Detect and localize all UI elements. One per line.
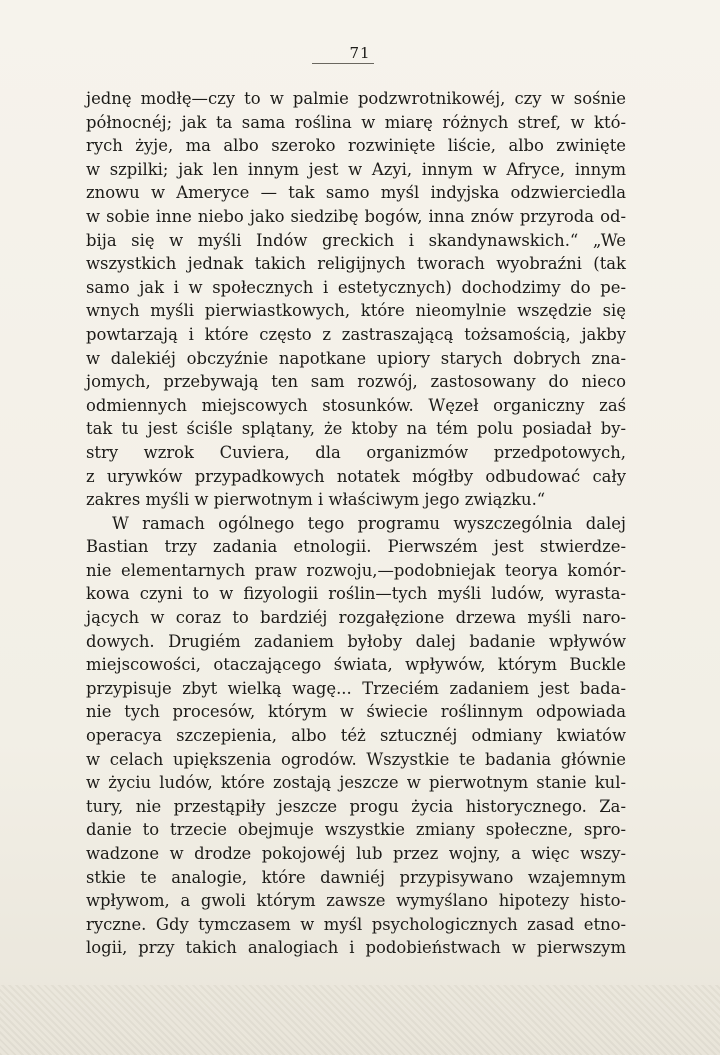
- page-number-rule: [312, 63, 374, 64]
- text-line: wszystkich jednak takich religijnych tworach wyobraźni (tak: [86, 254, 626, 274]
- text-line: nie tych procesów, którym w świecie roślinnym odpowiada: [86, 702, 626, 722]
- text-line: przypisuje zbyt wielką wagę... Trzeciém zadaniem jest bada-: [86, 678, 626, 698]
- text-line: stkie te analogie, które dawniéj przypisywano wzajemnym: [86, 867, 626, 887]
- text-line: z urywków przypadkowych notatek mógłby odbudować cały: [86, 466, 626, 486]
- text-line: w dalekiéj obczyźnie napotkane upiory starych dobrych zna-: [86, 348, 626, 368]
- scan-texture: [0, 985, 720, 1055]
- text-line: jednę modłę—czy to w palmie podzwrotnikowéj, czy w sośnie: [86, 89, 626, 108]
- text-line: samo jak i w społecznych i estetycznych) dochodzimy do pe-: [86, 277, 626, 297]
- text-line: bija się w myśli Indów greckich i skandynawskich.“ „We: [86, 230, 626, 250]
- page-number: 71: [349, 44, 371, 62]
- text-line: w szpilki; jak len innym jest w Azyi, innym w Afryce, innym: [86, 159, 626, 179]
- text-line: w życiu ludów, które zostają jeszcze w pierwotnym stanie kul-: [86, 773, 626, 793]
- text-line: miejscowości, otaczającego świata, wpływów, którym Buckle: [86, 655, 626, 675]
- text-line: tury, nie przestąpiły jeszcze progu życia historycznego. Za-: [86, 796, 626, 816]
- text-line: danie to trzecie obejmuje wszystkie zmiany społeczne, spro-: [86, 820, 626, 840]
- text-line: rych żyje, ma albo szeroko rozwinięte liście, albo zwinięte: [86, 136, 626, 156]
- text-line: Bastian trzy zadania etnologii. Pierwszém jest stwierdze-: [86, 537, 626, 557]
- text-line: znowu w Ameryce — tak samo myśl indyjska odzwierciedla: [86, 183, 626, 203]
- text-line: wadzone w drodze pokojowéj lub przez wojny, a więc wszy-: [86, 844, 626, 863]
- text-line: nie elementarnych praw rozwoju,—podobniejak teorya komór-: [86, 560, 626, 580]
- text-line: odmiennych miejscowych stosunków. Węzeł organiczny zaś: [86, 395, 626, 415]
- text-line: jomych, przebywają ten sam rozwój, zastosowany do nieco: [86, 372, 626, 392]
- text-line: powtarzają i które często z zastraszającą tożsamością, jakby: [86, 324, 626, 344]
- text-line: kowa czyni to w fizyologii roślin—tych myśli ludów, wyrasta-: [86, 584, 626, 604]
- text-line: W ramach ogólnego tego programu wyszczególnia dalej: [112, 513, 626, 533]
- text-line: wnych myśli pierwiastkowych, które nieomylnie wszędzie się: [86, 301, 626, 321]
- body-text: [86, 87, 626, 960]
- text-line: w sobie inne niebo jako siedzibę bogów, inna znów przyroda od-: [86, 206, 626, 226]
- text-line: wpływom, a gwoli którym zawsze wymyślano hipotezy histo-: [86, 891, 626, 911]
- text-line: jących w coraz to bardziéj rozgałęzione drzewa myśli naro-: [86, 608, 626, 628]
- text-line: północnéj; jak ta sama roślina w miarę różnych stref, w któ-: [86, 112, 626, 132]
- text-line: dowych. Drugiém zadaniem byłoby dalej badanie wpływów: [86, 631, 626, 651]
- text-line: zakres myśli w pierwotnym i właściwym jego związku.“: [86, 490, 546, 510]
- text-line: stry wzrok Cuviera, dla organizmów przedpotowych,: [86, 442, 626, 462]
- text-line: tak tu jest ściśle splątany, że ktoby na tém polu posiadał by-: [86, 419, 626, 439]
- text-line: logii, przy takich analogiach i podobieństwach w pierwszym: [86, 938, 626, 958]
- text-line: operacya szczepienia, albo téż sztucznéj odmiany kwiatów: [86, 726, 626, 746]
- text-line: ryczne. Gdy tymczasem w myśl psychologicznych zasad etno-: [86, 914, 626, 934]
- text-line: w celach upiększenia ogrodów. Wszystkie te badania głównie: [86, 749, 626, 769]
